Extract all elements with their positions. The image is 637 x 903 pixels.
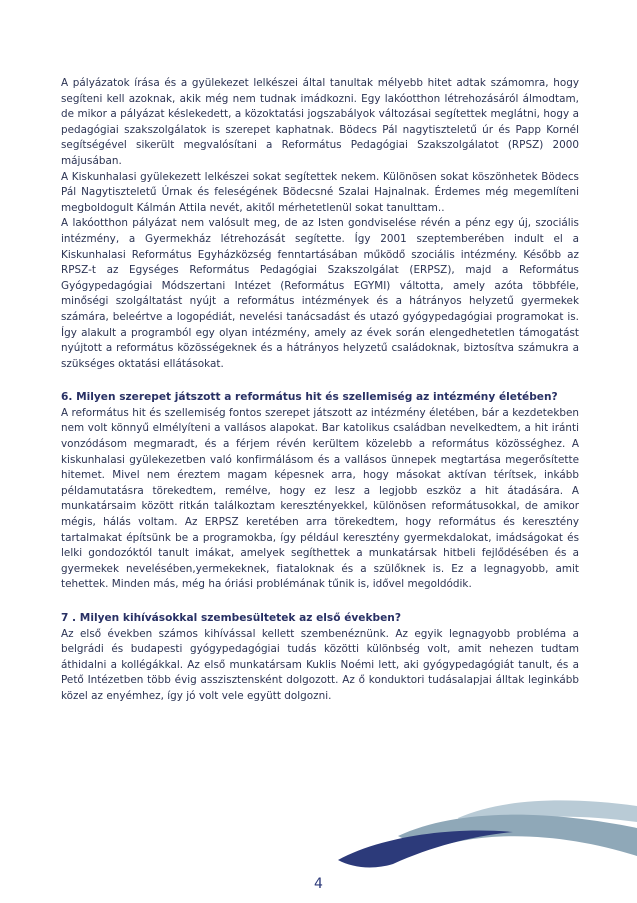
spacer	[61, 593, 579, 611]
answer-paragraph: A református hit és szellemiség fontos szerepet játszott az intézmény életében, bár a kezdetekben nem volt könnyű elmélyíteni a vallásos alapokat. Bar katolikus családban nevelkedtem, a hit iránti vonzódásom megmaradt, és a férjem révén kerültem közelebb a református közösséghez. A kiskunhalasi gyülekezetben való konfirmálásom és a vallásos ünnepek megtartása megerősítette hitemet. Mivel nem éreztem magam képesnek arra, hogy másokat aktívan térítsek, inkább példamutatásra törekedtem, remélve, hogy ez lesz a legjobb eszköz a hit átadására. A munkatársaim között ritkán találkoztam keresztényekkel, különösen reformátusokkal, de amikor mégis, hálás voltam. Az ERPSZ keretében arra törekedtem, hogy református és keresztény tartalmakat építsünk be a programokba, így például keresztény gyermekdalokat, imádságokat és lelki gondozóktól tanult imákat, amelyek segíthettek a munkatársak hitbeli fejlődésében és a gyermekek nevelésében,yermekeknek, fiataloknak és a szülőknek is. Ez a legnagyobb, amit tehettek. Minden más, még ha óriási problémának tűnik is, idővel megoldódik.	[61, 406, 579, 591]
paragraph: A Kiskunhalasi gyülekezett lelkészei sokat segítettek nekem. Különösen sokat köszönhetek Bödecs Pál Nagytiszteletű Úrnak és feleségének Bödecsné Szalai Hajnalnak. Érdemes még megemlíteni megboldogult Kálmán Attila nevét, akitől mérhetetlenül sokat tanulttam..	[61, 170, 579, 214]
wave-decoration-icon	[338, 798, 637, 873]
spacer	[61, 372, 579, 390]
page-content	[61, 76, 579, 705]
page-number: 4	[314, 876, 323, 892]
question-heading: 7 . Milyen kihívásokkal szembesültetek az első években?	[61, 612, 401, 624]
paragraph: A lakóotthon pályázat nem valósult meg, de az Isten gondviselése révén a pénz egy új, szociális intézmény, a Gyermekház létrehozását segítette. Így 2001 szeptemberében indult el a Kiskunhalasi Református Egyházközség fenntartásában működő szociális intézmény. Később az RPSZ-t az Egységes Református Pedagógiai Szakszolgálat (ERPSZ), majd a Református Gyógypedagógiai Módszertani Intézet (Református EGYMI) váltotta, amely azóta többféle, minőségi szolgáltatást nyújt a református intézmények és a hátrányos helyzetű gyermekek számára, beleértve a logopédiát, nevelési tanácsadást és utazó gyógypedagógiai programokat is. Így alakult a programból egy olyan intézmény, amely az évek során elengedhetetlen támogatást nyújtott a református közösségeknek és a hátrányos helyzetű családoknak, biztosítva számukra a szükséges oktatási ellátásokat.	[61, 217, 579, 370]
paragraph: A pályázatok írása és a gyülekezet lelkészei által tanultak mélyebb hitet adtak számomra, hogy segíteni kell azoknak, akik még nem tudnak imádkozni. Egy lakóotthon létrehozásáról álmodtam, de mikor a pályázat késlekedett, a közoktatási jogszabályok változásai segítettek meglátni, hogy a pedagógiai szakszolgálatok is szerepet kaphatnak. Bödecs Pál nagytiszteletű úr és Papp Kornél segítségével sikerült megvalósítani a Református Pedagógiai Szakszolgálatot (RPSZ) 2000 májusában.	[61, 77, 579, 167]
answer-paragraph: Az első években számos kihívással kellett szembenéznünk. Az egyik legnagyobb probléma a belgrádi és budapesti gyógypedagógiai tudás közötti különbség volt, amit nehezen tudtam áthidalni a kollégákkal. Az első munkatársam Kuklis Noémi lett, aki gyógypedagógiát tanult, és a Pető Intézetben több évig asszisztensként dolgozott. Az ő konduktori tudásalapjai álltak leginkább közel az enyémhez, így jó volt vele együtt dolgozni.	[61, 627, 579, 702]
question-heading: 6. Milyen szerepet játszott a református hit és szellemiség az intézmény életében?	[61, 391, 558, 404]
